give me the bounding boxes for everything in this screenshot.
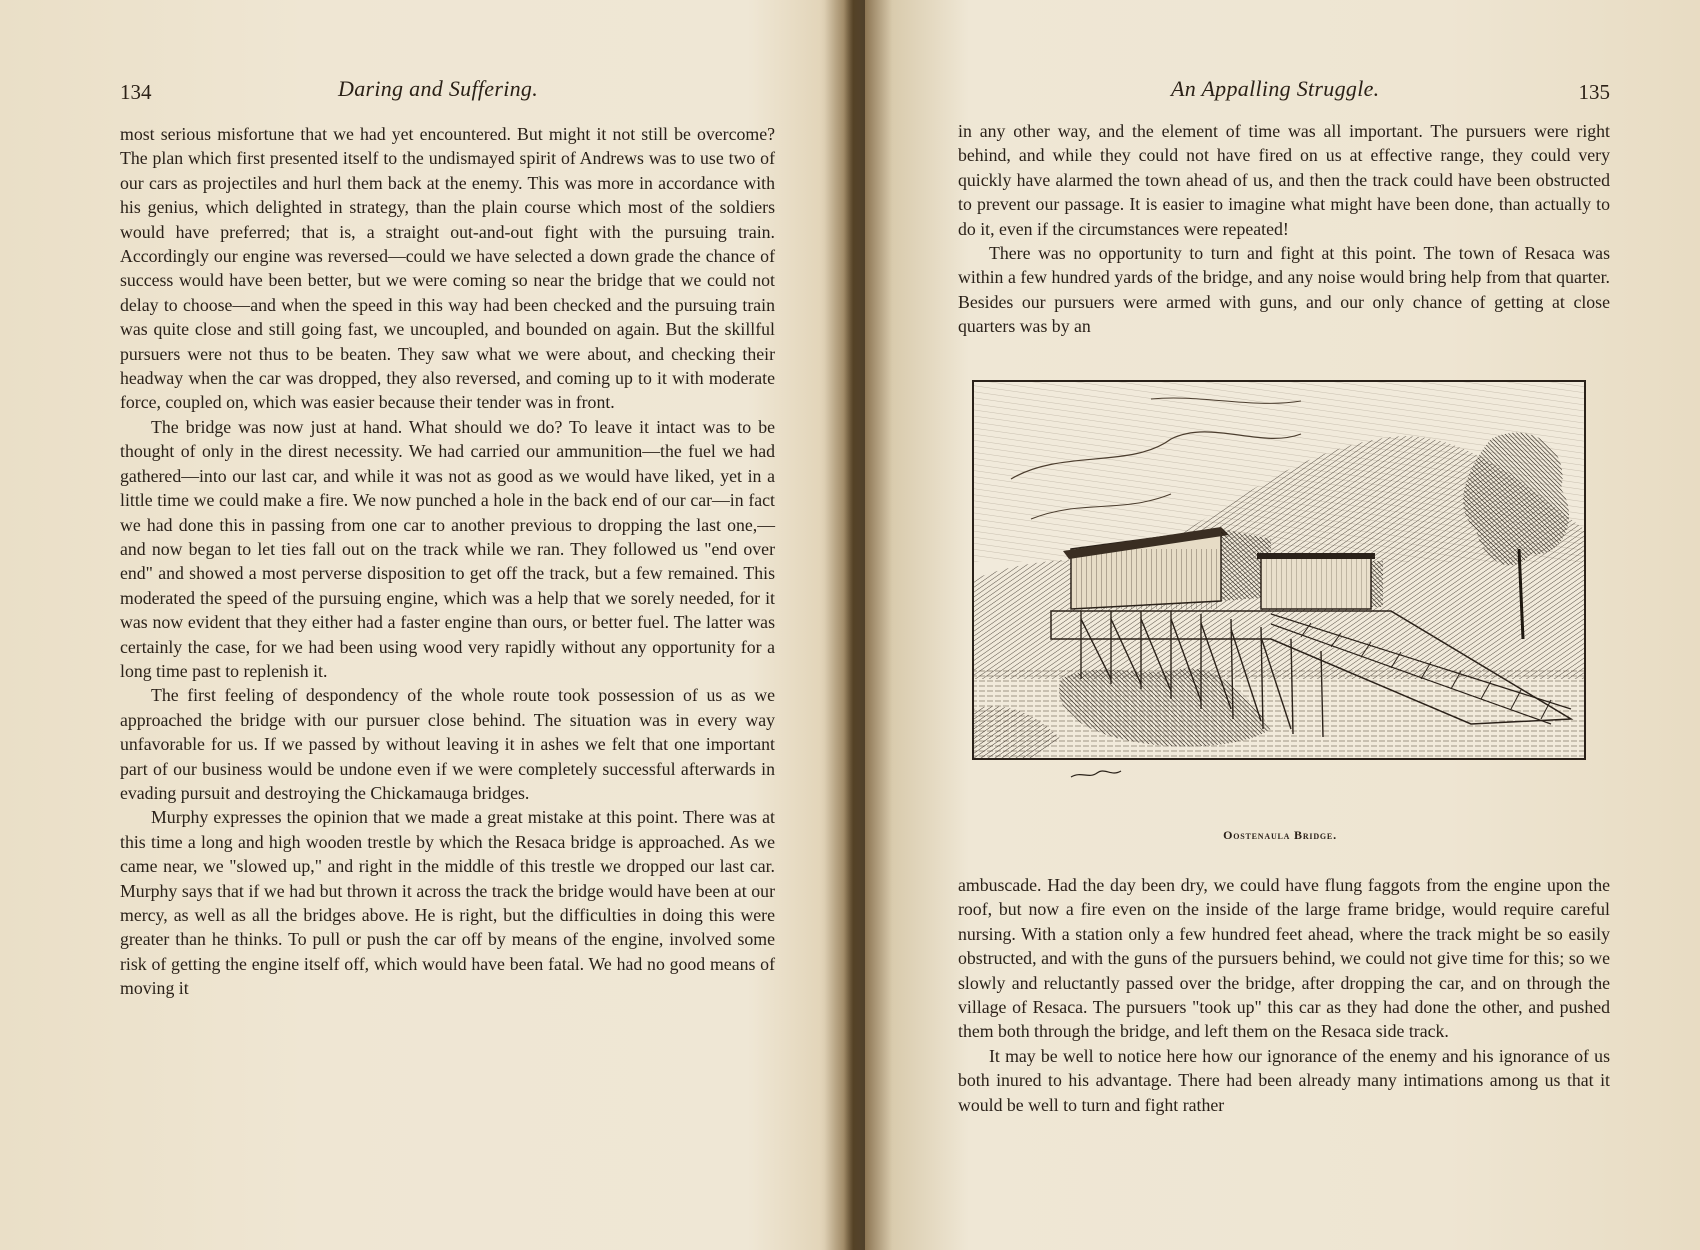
left-page-text: [120, 122, 775, 1001]
right-page-text-top: [958, 119, 1610, 339]
left-page: [120, 0, 775, 1250]
left-paragraph-4: Murphy expresses the opinion that we made a great mistake at this point. There was at this time a long and high wooden trestle by which the Resaca bridge is approached. As we came near, we "slowed up," and right in the middle of this trestle we dropped our last car. Murphy says that if we had but thrown it across the track the bridge would have been at our mercy, as well as all the bridges above. He is right, but the difficulties in doing this were greater than he thinks. To pull or push the car off by means of the engine, involved some risk of getting the engine itself off, which would have been fatal. We had no good means of moving it: [120, 807, 775, 999]
left-page-header: [120, 76, 775, 108]
left-page-number: 134: [120, 80, 152, 104]
gutter-shadow: [820, 0, 865, 1250]
right-paragraph-1: in any other way, and the element of time was all important. The pursuers were right behind, and while they could not have fired on us at effective range, they could very quickly have alarmed the town ahead of us, and then the track could have been obstructed to prevent our passage. It is easier to imagine what might have been done, than actually to do it, even if the circumstances were repeated!: [958, 121, 1610, 239]
right-page: [958, 0, 1610, 1250]
right-paragraph-2: There was no opportunity to turn and fight at this point. The town of Resaca was within a few hundred yards of the bridge, and any noise would bring help from that quarter. Besides our pursuers were armed with guns, and our only chance of getting at close quarters was by an: [958, 243, 1610, 337]
right-paragraph-3: ambuscade. Had the day been dry, we could have flung faggots from the engine upon the roof, but now a fire even on the inside of the large frame bridge, would require careful nursing. With a station only a few hundred feet ahead, where the track might be so easily obstructed, and with the guns of the pursuers behind, we could not give time for this; so we slowly and reluctantly passed over the bridge, after dropping the car, and on through the village of Resaca. The pursuers "took up" this car as they had done the other, and pushed them both through the bridge, and left them on the Resaca side track.: [958, 875, 1610, 1042]
right-page-header: [958, 76, 1610, 108]
left-running-head: Daring and Suffering.: [338, 76, 539, 101]
bridge-engraving: [971, 379, 1589, 842]
left-paragraph-3: The first feeling of despondency of the whole route took possession of us as we approached the bridge with our pursuer close behind. The situation was in every way unfavorable for us. If we passed by without leaving it in ashes we felt that one important part of our business would be undone even if we were completely successful afterwards in evading pursuit and destroying the Chickamauga bridges.: [120, 685, 775, 803]
figure-caption: Oostenaula Bridge.: [1223, 828, 1337, 842]
left-paragraph-2: The bridge was now just at hand. What should we do? To leave it intact was to be thought of only in the direst necessity. We had carried our ammunition—the fuel we had gathered—into our last car, and while it was not as good as we would have liked, yet in a little time we could make a fire. We now punched a hole in the back end of our car—in fact we had done this in passing from one car to another previous to dropping the last one,— and now began to let ties fall out on the track while we ran. They followed us "end over end" and showed a most perverse disposition to get off the track, but a few remained. This moderated the speed of the pursuing engine, which was a help that we sorely needed, for it was now evident that they either had a faster engine than ours, or better fuel. The latter was certainly the case, for we had been using wood very rapidly without any opportunity for a long time past to replenish it.: [120, 416, 775, 681]
right-running-head: An Appalling Struggle.: [1171, 76, 1380, 101]
right-page-text-bottom: [958, 873, 1610, 1117]
left-paragraph-1: most serious misfortune that we had yet encountered. But might it not still be overcome? The plan which first presented itself to the undismayed spirit of Andrews was to use two of our cars as projectiles and hurl them back at the enemy. This was more in accordance with his genius, which delighted in strategy, than the plain course which most of the soldiers would have preferred; that is, a straight out-and-out fight with the pursuing train. Accordingly our engine was reversed—could we have selected a down grade the chance of success would have been better, but we were coming so near the bridge that we could not delay to choose—and when the speed in this way had been checked and the pursuing train was quite close and still going fast, we uncoupled, and bounded on again. But the skillful pursuers were not thus to be beaten. They saw what we were about, and checking their headway when the car was dropped, they also reversed, and coming up to it with moderate force, coupled on, which was easier because their tender was in front.: [120, 124, 775, 413]
bridge-engraving-illustration: [971, 379, 1589, 819]
right-page-number: 135: [1578, 80, 1610, 104]
right-paragraph-4: It may be well to notice here how our ignorance of the enemy and his ignorance of us both inured to his advantage. There had been already many intimations among us that it would be well to turn and fight rather: [958, 1045, 1610, 1115]
